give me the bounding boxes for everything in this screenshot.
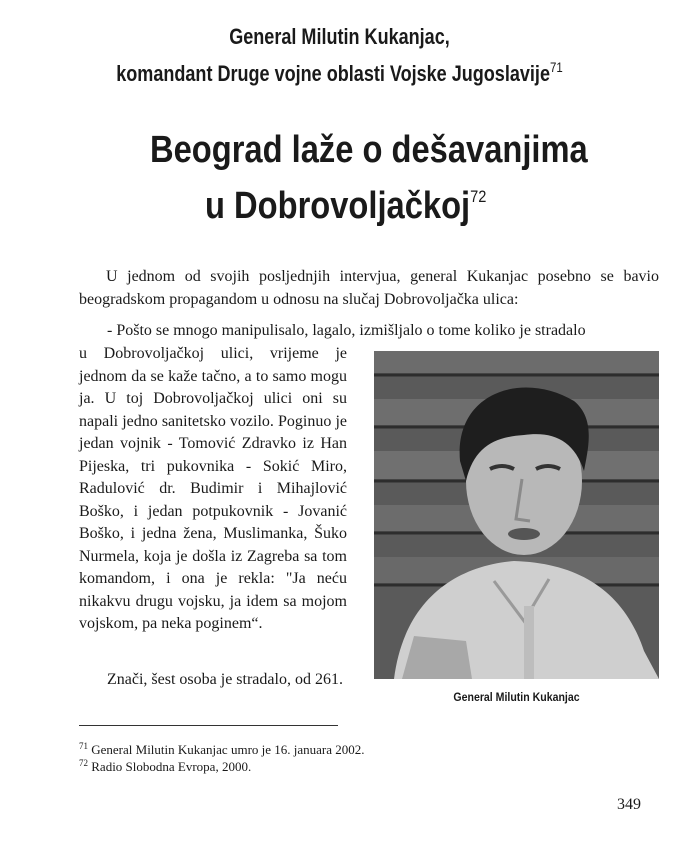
photo-caption: General Milutin Kukanjac	[453, 690, 580, 704]
footnote-72: $^{72}$ Radio Slobodna Evropa, 2000.	[79, 758, 252, 774]
article-title-line-2: u Dobrovoljačkoj$^{72}$	[205, 185, 487, 227]
quote-first-line: - Pošto se mnogo manipulisalo, lagalo, izmišljalo o tome koliko je stradalo	[107, 322, 586, 339]
closing-paragraph: Znači, šest osoba je stradalo, od 261.	[107, 671, 343, 688]
footnote-divider	[79, 725, 338, 726]
header-line-1: General Milutin Kukanjac,	[229, 24, 450, 49]
footnote-ref: 72	[470, 187, 487, 206]
header-line-2: komandant Druge vojne oblasti Vojske Jugoslavije$^{71}$	[116, 59, 563, 86]
quote-paragraph: u Dobrovoljačkoj ulici, vrijeme je jednom da se kaže tačno, a to samo mogu ja. U toj Dobrovoljačkoj ulici oni su napali jedno sanitetsko vozilo. Poginuo je jedan vojnik - Tomović Zdravko iz Han Pijeska, tri pukovnika - Sokić Miro, Radulović dr. Budimir i Mihajlović Boško, i jedan potpukovnik - Jovanić Boško, i jedna žena, Muslimanka, Šuko Nurmela, koja je došla iz Zagreba sa tom komandom, i ona je rekla: "Ja neću nikakvu drugu vojsku, ja idem sa mojom vojskom, pa neka poginem“.	[79, 345, 347, 632]
intro-paragraph: U jednom od svojih posljednjih intervjua, general Kukanjac posebno se bavio beogradskom propagandom u odnosu na slučaj Dobrovoljačka ulica:	[79, 268, 659, 308]
footnote-71: $^{71}$ General Milutin Kukanjac umro je 16. januara 2002.	[79, 741, 365, 757]
page-number: 349	[617, 796, 641, 813]
footnote-ref: 71	[549, 59, 563, 75]
article-title-line-1: Beograd laže o dešavanjima	[150, 129, 588, 171]
portrait-photo	[374, 351, 659, 679]
